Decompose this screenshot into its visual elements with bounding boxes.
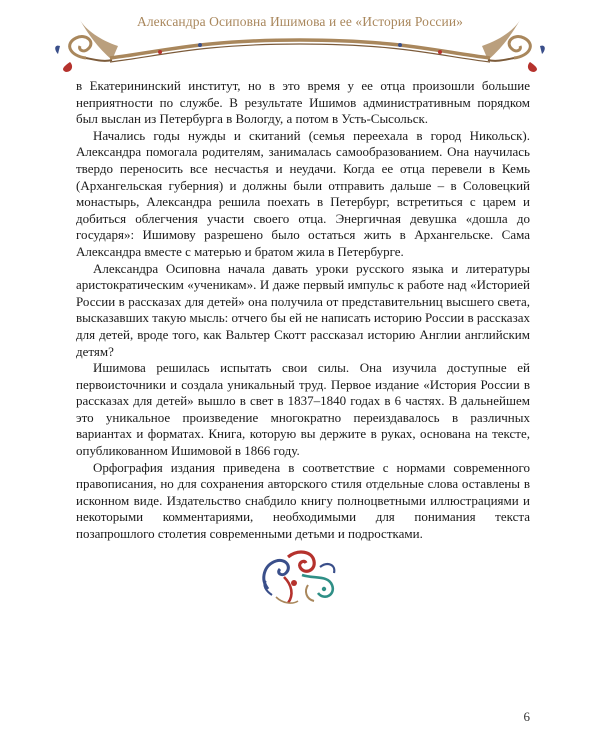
header-ornament <box>0 0 600 82</box>
page-number: 6 <box>523 709 530 724</box>
paragraph-3: Александра Осиповна начала давать уроки русского языка и литературы аристократическим «ученикам». И даже первый импульс к работе над «Историей России в рассказах для детей» она получила от представительниц высшего света, высказавших такую мысль: отчего бы ей не написать историю России в рассказах для детей, вроде того, как Вальтер Скотт рассказал историю Англии английским детям? <box>76 260 530 359</box>
paragraph-2: Начались годы нужды и скитаний (семья переехала в город Никольск). Александра помогала родителям, занималась самообразованием. Она научилась твердо переносить все несчастья и неудачи. Когда ее отца перевели в Кемь (Архангельская губерния) и должны были отправить дальше – в Соловецкий монастырь, Александра решила поехать в Петербург, встретиться с царем и добиться облегчения участи своего отца. Энергичная девушка «дошла до государя»: Ишимову разрешено было остаться жить в Архангельске. Сама Александра вместе с матерью и братом жила в Петербурге. <box>76 127 530 259</box>
paragraph-1: в Екатерининский институт, но в это время у ее отца произошли большие неприятности по службе. В результате Ишимов административным порядком был выслан из Петербурга в Вологду, а потом в Усть-Сысольск. <box>76 78 530 127</box>
paragraph-4: Ишимова решилась испытать свои силы. Она изучила доступные ей первоисточники и создала уникальный труд. Первое издание «История России в рассказах для детей» вышло в свет в 1837–1840 годах в 6 частях. В дальнейшем это уникальное произведение многократно переиздавалось в различных вариантах и форматах. Книга, которую вы держите в руках, основана на тексте, опубликованном Ишимовой в 1866 году. <box>76 360 530 459</box>
body-text <box>76 78 530 543</box>
paragraph-5: Орфография издания приведена в соответствие с нормами современного правописания, но для сохранения авторского стиля отдельные слова оставлены в исконном виде. Издательство снабдило книгу полноцветными иллюстрациями и некоторыми комментариями, необходимыми для понимания текста позапрошлого столетия современными детьми и подростками. <box>76 459 530 542</box>
tailpiece-ornament <box>258 545 344 607</box>
running-header: Александра Осиповна Ишимова и ее «История России» <box>136 14 463 29</box>
